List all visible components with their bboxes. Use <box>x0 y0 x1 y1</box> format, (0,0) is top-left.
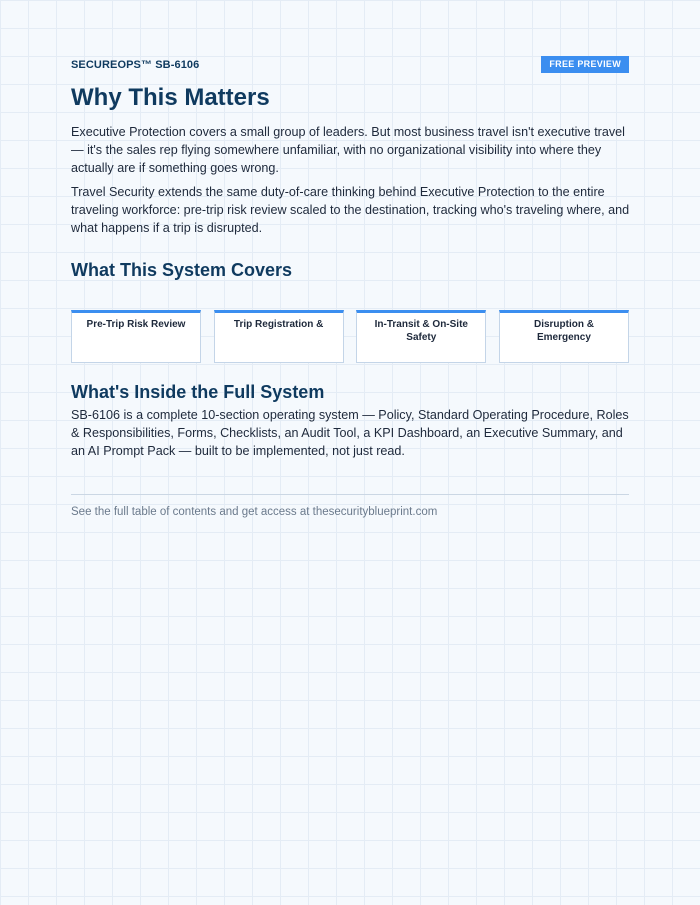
coverage-card-label: Trip Registration & <box>233 319 324 330</box>
coverage-card-registration <box>214 310 344 363</box>
free-preview-badge: FREE PREVIEW <box>541 56 629 73</box>
coverage-card-label: Disruption & Emergency <box>533 319 594 343</box>
coverage-card-label: In-Transit & On-Site Safety <box>374 319 468 343</box>
coverage-card-in-transit <box>356 310 486 363</box>
intro-section <box>71 123 631 243</box>
section-divider <box>71 494 629 495</box>
inside-paragraph: SB-6106 is a complete 10-section operating system — Policy, Standard Operating Procedure, Roles & Responsibilities, Forms, Checklists, an Audit Tool, a KPI Dashboard, an Executive Summary, and an AI Prompt Pack — built to be implemented, not just read. <box>71 408 629 458</box>
page-title: Why This Matters <box>71 84 270 111</box>
coverage-card-pre-trip <box>71 310 201 363</box>
document-code: SECUREOPS™ SB-6106 <box>71 58 200 71</box>
inside-heading: What's Inside the Full System <box>71 382 325 402</box>
coverage-card-label: Pre-Trip Risk Review <box>86 319 186 330</box>
intro-paragraph-1: Executive Protection covers a small group of leaders. But most business travel isn't executive travel — it's the sales rep flying somewhere unfamiliar, with no organizational visibility into where they actually are if something goes wrong. <box>71 125 625 175</box>
coverage-card-disruption <box>499 310 629 363</box>
page-header <box>71 56 629 73</box>
intro-paragraph-2: Travel Security extends the same duty-of-care thinking behind Executive Protection to the entire traveling workforce: pre-trip risk review scaled to the destination, tracking who's traveling where, and what happens if a trip is disrupted. <box>71 185 630 235</box>
covers-heading: What This System Covers <box>71 260 293 280</box>
footer-cta-text: See the full table of contents and get access at thesecurityblueprint.com <box>71 506 438 518</box>
coverage-cards <box>71 310 629 363</box>
